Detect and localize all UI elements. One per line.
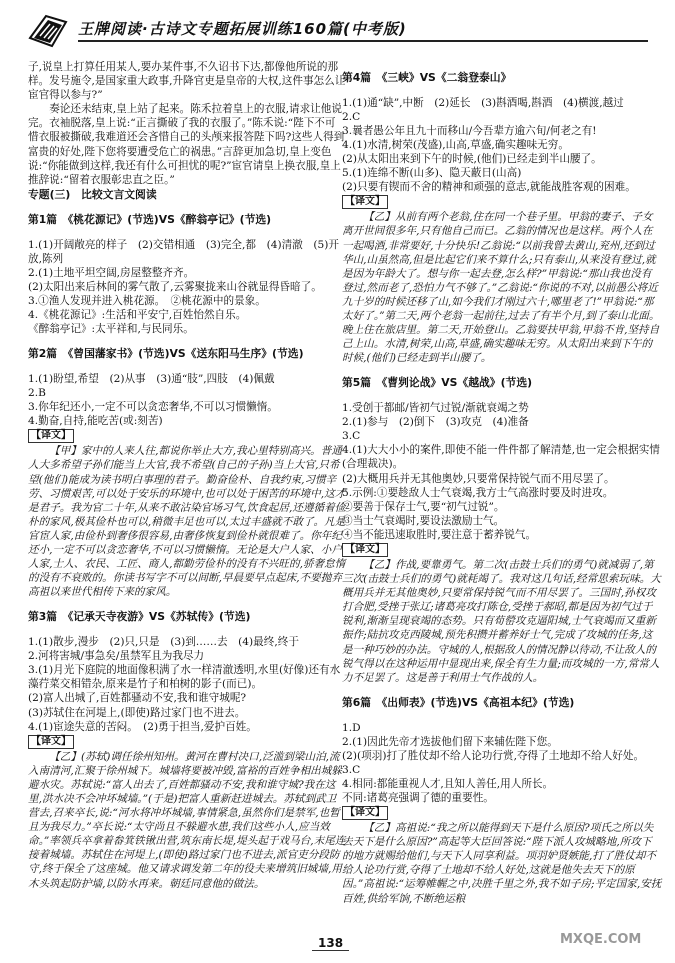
answer-line: (2)(项羽)打了胜仗却不给人论功行赏,夺得了土地却不给人好处。 <box>342 749 645 762</box>
book-logo-icon <box>26 8 70 52</box>
answer-line: 1.D <box>342 721 361 734</box>
translation-text: 【乙】从前有两个老翁,住在同一个巷子里。甲翁的妻子、子女离开世间很多年,只有他自己而已。乙翁的情况也是这样。两个人在一起喝酒,非常要好,十分快乐!乙翁说:“以前我曾去黄山,兖州,还到过华山,山虽然高,但是比起它们来不算什么;只有泰山,从来没有登过,就是因为年龄大了。想与你一起去登,怎么样?”甲翁说:“那山我也没有登过,然而老了,恐怕力气不够了。”乙翁说:“你说的不对,以前愚公将近九十岁的时候还移了山,如今我们才刚过六十,哪里老了!”甲翁说:“那太好了。”第二天,两个老翁一起前往,过去了有半个月,到了泰山北面。晚上住在旅店里。第二天,开始登山。乙翁要扶甲翁,甲翁不肯,坚持自己上山。水清,树荣,山高,草盛,确实趣味无穷。从太阳出来到下午的时候,(他们)已经走到半山腰了。 <box>342 211 660 365</box>
answer-line: 《醉翁亭记》:太平祥和,与民同乐。 <box>28 323 194 336</box>
article-6-title: 第6篇 《出师表》(节选)VS《高祖本纪》(节选) <box>342 695 575 709</box>
answer-line: 2.B <box>28 387 46 400</box>
answer-line: (2)只要有锲而不舍的精神和顽强的意志,就能战胜客观的困难。 <box>342 181 636 194</box>
translation-text: 【甲】家中的人来人往,都说你举止大方,我心里特别高兴。普通人大多希望子孙们能当上大官,我不希望(自己的子孙)当上大官,只希望(他们)能成为读书明白事理的君子。勤奋俭朴、自我约束,习惯辛劳、习惯艰苦,可以处于安乐的环境中,也可以处于困苦的环境中,这才是君子。我为官二十年,从来不敢沾染官场习气,饮食起居,还遵循着俭朴的家风,极其俭朴也可以,稍微丰足也可以,太过丰盛就不敢了。凡是官宦人家,由俭朴到奢侈很容易,由奢侈恢复到俭朴就很难了。你年纪还小,一定不可以贪恋奢华,不可以习惯懒惰。无论是大户人家、小户人家,士人、农民、工匠、商人,都勤劳俭朴的没有不兴旺的,骄奢怠惰的没有不衰败的。你读书写字不可以间断,早晨要早点起床,不要抛弃高祖以来世代相传下来的家风。 <box>28 445 346 599</box>
right-column <box>342 60 662 906</box>
answer-line: 4.《桃花源记》:生活和平安宁,百姓怡然自乐。 <box>28 309 247 322</box>
answer-line: 2.C <box>342 110 361 123</box>
header-title: 王牌阅读·古诗文专题拓展训练160篇(中考版) <box>78 20 407 38</box>
answer-line: 3.(1)月光下庭院的地面像积满了水一样清澈透明,水里(好像)还有水藻荇菜交相错杂,原来是竹子和柏树的影子(而已)。 <box>28 664 341 691</box>
answer-line: 4.勤奋,自持,能吃苦(或:刻苦) <box>28 415 163 428</box>
answer-line: ④当不能迅速取胜时,要注意于蓄养锐气。 <box>342 528 537 541</box>
translation-label: 【译文】 <box>342 806 388 820</box>
article-5-title: 第5篇 《曹刿论战》VS《越战》(节选) <box>342 376 533 390</box>
answer-line: 4.(1)水清,树荣(茂盛),山高,草盛,确实趣味无穷。 <box>342 138 569 151</box>
answer-line: 3.C <box>342 430 361 443</box>
page-number: 138 <box>318 936 344 950</box>
answer-line: (3)苏轼住在河堤上,(即使)路过家门也不进去。 <box>28 706 246 719</box>
answer-line: 5.(1)连绵不断(山多)、隐天蔽日(山高) <box>342 167 522 180</box>
answer-line: 2.河将害城/事急矣/虽禁军且为我尽力 <box>28 650 205 663</box>
page-header <box>0 0 675 58</box>
translation-text: 【乙】作战,要靠勇气。第二次(击鼓士兵们的勇气)就减弱了,第三次(击鼓士兵们的勇气)就耗竭了。我对这几句话,经常思索玩味。大概用兵并无其他奥妙,只要常保持锐气而不用尽罢了。三国时,孙权攻打合肥,受挫于张辽;诸葛亮攻打陈仓,受挫于郝昭,都是因为初气过于锐利,渐渐呈现衰竭的态势。只有荀罃攻克逼阳城,士气衰竭而又重新振作;陆抗攻克西陵城,预先积攒并蓄养好士气,完成了攻城的任务,这是一种巧妙的办法。守城的人,根据敌人的情况静以待动,不让敌人的锐气得以在这种运用中显现出来,保全有生力量;而攻城的一方,常常人力不足罢了。这是善于利用士气作战的人。 <box>342 559 661 684</box>
translation-label: 【译文】 <box>28 735 74 749</box>
translation-text: 【乙】(苏轼)调任徐州知州。黄河在曹村决口,泛滥到梁山泊,流入南清河,汇聚于徐州城下。城墙将要被冲毁,富裕的百姓争相出城躲避水灾。苏轼说:“富人出去了,百姓都骚动不安,我和谁守城?我在这里,洪水决不会冲坏城墙。”(于是)把富人重新赶进城去。苏轼到武卫营去,召来卒长,说:“河水将冲坏城墙,事情紧急,虽然你们是禁军,也暂且为我尽力。”卒长说:“太守尚且不躲避水患,我们这些小人,应当效命。”率领兵卒拿着畚箕铁锹出营,筑东南长堤,堤头起于戏马台,末尾连接着城墙。苏轼住在河堤上,(即使)路过家门也不进去,派官吏分段防守,终于保全了这座城。他又请求调发第二年的役夫来增筑旧城墙,用木头筑起防护墙,以防水再来。朝廷同意他的做法。 <box>28 750 346 890</box>
answer-line: 4.(1)宦途失意的苦闷。 (2)勇于担当,爱护百姓。 <box>28 720 257 733</box>
answer-line: 2.(1)参与 (2)倒下 (3)攻克 (4)准备 <box>342 416 529 429</box>
answer-line: ②要善于保存士气,要“初气过锐”。 <box>342 500 505 513</box>
article-1-title: 第1篇 《桃花源记》(节选)VS《醉翁亭记》(节选) <box>28 212 272 226</box>
answer-line: 3.你年纪还小,一定不可以贪恋奢华,不可以习惯懒惰。 <box>28 401 278 414</box>
translation-label: 【译文】 <box>342 195 388 209</box>
answer-line: 3.曩者愚公年且九十而移山/今吾辈方逾六旬/何老之有! <box>342 124 597 137</box>
answer-line: (2)富人出城了,百姓都骚动不安,我和谁守城呢? <box>28 692 247 705</box>
intro-paragraph: 奏论还未结束,皇上站了起来。陈禾拉着皇上的衣服,请求让他说完。衣袖脱落,皇上说:“正言撕破了我的衣服了。”陈禾说:“陛下不可惜衣服被撕破,我难道还会吝惜自己的头颅来报答陛下吗?这些人得到富贵的好处,陛下您将要遭受危亡的祸患。”言辞更加急切,皇上变色说:“你能做到这样,我还有什么可担忧的呢?”宦官请皇上换衣服,皇上推辞说:“留着衣服彰忠直之臣。” <box>28 103 345 186</box>
answer-line: ③当士气衰竭时,要设法激励士气。 <box>342 514 505 527</box>
answer-line: 1.(1)开阔敞亮的样子 (2)交错相通 (3)完全,都 (4)清澈 (5)开放,陈列 <box>28 238 339 265</box>
unit-title: 专题(三) 比较文言文阅读 <box>28 187 157 201</box>
header-divider <box>78 40 648 42</box>
answer-line: 不同:诸葛亮强调了德的重要性。 <box>342 792 494 804</box>
answer-line: 4.相同:都能重视人才,且知人善任,用人所长。 <box>342 777 554 790</box>
answer-line: 1.(1)通“缺”,中断 (2)延长 (3)斟酒喝,斟酒 (4)横渡,越过 <box>342 96 624 109</box>
answer-line: 5.示例:①要趁敌人士气衰竭,我方士气高涨时要及时进攻。 <box>342 486 614 499</box>
answer-line: 3.C <box>342 763 361 776</box>
answer-line: 1.(1)盼望,希望 (2)从事 (3)通“肢”,四肢 (4)佩戴 <box>28 372 275 385</box>
translation-label: 【译文】 <box>28 429 74 443</box>
translation-label: 【译文】 <box>342 543 388 557</box>
watermark: MXQE.COM <box>560 932 642 947</box>
answer-line: 1.(1)散步,漫步 (2)只,只是 (3)到……去 (4)最终,终于 <box>28 636 299 649</box>
intro-paragraph: 子,说皇上打算任用某人,要办某件事,不久诏书下达,都像他所说的那样。发号施令,是国家重大政事,升降官吏是皇帝的大权,这件事怎么让宦官得以参与?” <box>28 61 346 102</box>
article-4-title: 第4篇 《三峡》VS《二翁登泰山》 <box>342 70 512 84</box>
article-3-title: 第3篇 《记承天寺夜游》VS《苏轼传》(节选) <box>28 610 251 624</box>
translation-text: 【乙】高祖说:“我之所以能得到天下是什么原因?项氏之所以失去天下是什么原因?”高起等大臣回答说:“陛下派人攻城略地,所攻下的地方就赐给他们,与天下人同享利益。项羽妒贤嫉能,打了胜仗却不给人论功行赏,夺得了土地却不给人好处,这就是他失去天下的原因。”高祖说:“运筹帷幄之中,决胜千里之外,我不如子房;平定国家,安抚百姓,供给军饷,不断绝运粮 <box>342 822 662 905</box>
answer-line: 2.(1)土地平坦空阔,房屋整整齐齐。 <box>28 266 195 279</box>
answer-line: (2)从太阳出来到下午的时候,(他们)已经走到半山腰了。 <box>342 153 602 166</box>
left-column <box>28 60 346 891</box>
answer-line: 4.(1)大大小小的案件,即使不能一件件都了解清楚,也一定会根据实情(合理裁决)。 <box>342 444 660 471</box>
answer-line: (2)太阳出来后林间的雾气散了,云雾聚拢来山谷就显得昏暗了。 <box>28 280 322 293</box>
answer-line: 1.受创于都邮/皆初气过锐/渐就衰竭之势 <box>342 402 529 415</box>
answer-line: 2.(1)因此先帝才选拔他们留下来辅佐陛下您。 <box>342 735 558 748</box>
article-2-title: 第2篇 《曾国藩家书》(节选)VS《送东阳马生序》(节选) <box>28 347 304 361</box>
answer-line: 3.①渔人发现并进入桃花源。 ②桃花源中的景象。 <box>28 295 266 307</box>
answer-line: (2)大概用兵并无其他奥妙,只要常保持锐气而不用尽罢了。 <box>342 472 615 485</box>
